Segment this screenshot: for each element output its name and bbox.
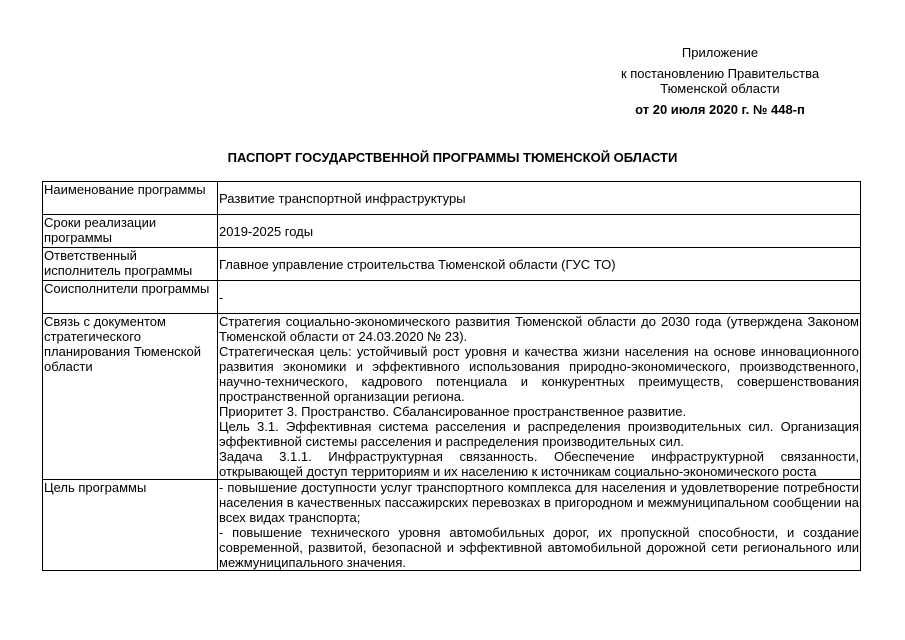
table-row [43, 182, 861, 215]
row-value: Развитие транспортной инфраструктуры [218, 182, 861, 215]
row-value [218, 314, 861, 480]
row-value: 2019-2025 годы [218, 215, 861, 248]
appendix-label: Приложение [681, 45, 759, 60]
strategic-goal-paragraph: Стратегическая цель: устойчивый рост уровня и качества жизни населения на основе инновационного развития экономики и эффективного использования природно-экономического, производственного, научно-технического, кадрового потенциала и конкурентных преимуществ, совершенствования пространственной организации региона. [219, 344, 859, 404]
goal-paragraph: Цель 3.1. Эффективная система расселения и распределения производительных сил. Организация эффективной системы расселения и распределения производительных сил. [219, 419, 859, 449]
row-label: Соисполнители программы [43, 281, 218, 314]
priority-paragraph: Приоритет 3. Пространство. Сбалансированное пространственное развитие. [219, 404, 687, 419]
task-paragraph: Задача 3.1.1. Инфраструктурная связанность. Обеспечение инфраструктурной связанности, открывающей доступ территориям и их населению к источникам социально-экономического роста [219, 449, 859, 479]
table-row [43, 215, 861, 248]
resolution-date-number: от 20 июля 2020 г. № 448-п [635, 102, 805, 117]
row-label: Связь с документом стратегического планирования Тюменской области [43, 314, 218, 480]
row-label: Сроки реализации программы [43, 215, 218, 248]
table-row [43, 314, 861, 480]
program-goal-item: - повышение доступности услуг транспортного комплекса для населения и удовлетворение потребности населения в качественных пассажирских перевозках в пригородном и межмуниципальном сообщении на всех видах транспорта; [219, 480, 859, 525]
region-name: Тюменской области [660, 81, 780, 96]
table-row [43, 248, 861, 281]
strategy-paragraph: Стратегия социально-экономического развития Тюменской области до 2030 года (утверждена Законом Тюменской области от 24.03.2020 № 23). [219, 314, 859, 344]
table-row [43, 281, 861, 314]
row-value [218, 480, 861, 571]
passport-table [42, 181, 861, 571]
row-label: Ответственный исполнитель программы [43, 248, 218, 281]
table-row [43, 480, 861, 571]
program-goal-item: - повышение технического уровня автомобильных дорог, их пропускной способности, и создание современной, развитой, безопасной и эффективной автомобильной дорожной сети регионального или межмуниципального значения. [219, 525, 859, 570]
page-title: ПАСПОРТ ГОСУДАРСТВЕННОЙ ПРОГРАММЫ ТЮМЕНСКОЙ ОБЛАСТИ [227, 150, 678, 165]
resolution-reference: к постановлению Правительства [620, 66, 820, 81]
row-label: Наименование программы [43, 182, 218, 215]
row-value: - [218, 281, 861, 314]
document-header [590, 45, 850, 117]
row-label: Цель программы [43, 480, 218, 571]
row-value: Главное управление строительства Тюменской области (ГУС ТО) [218, 248, 861, 281]
